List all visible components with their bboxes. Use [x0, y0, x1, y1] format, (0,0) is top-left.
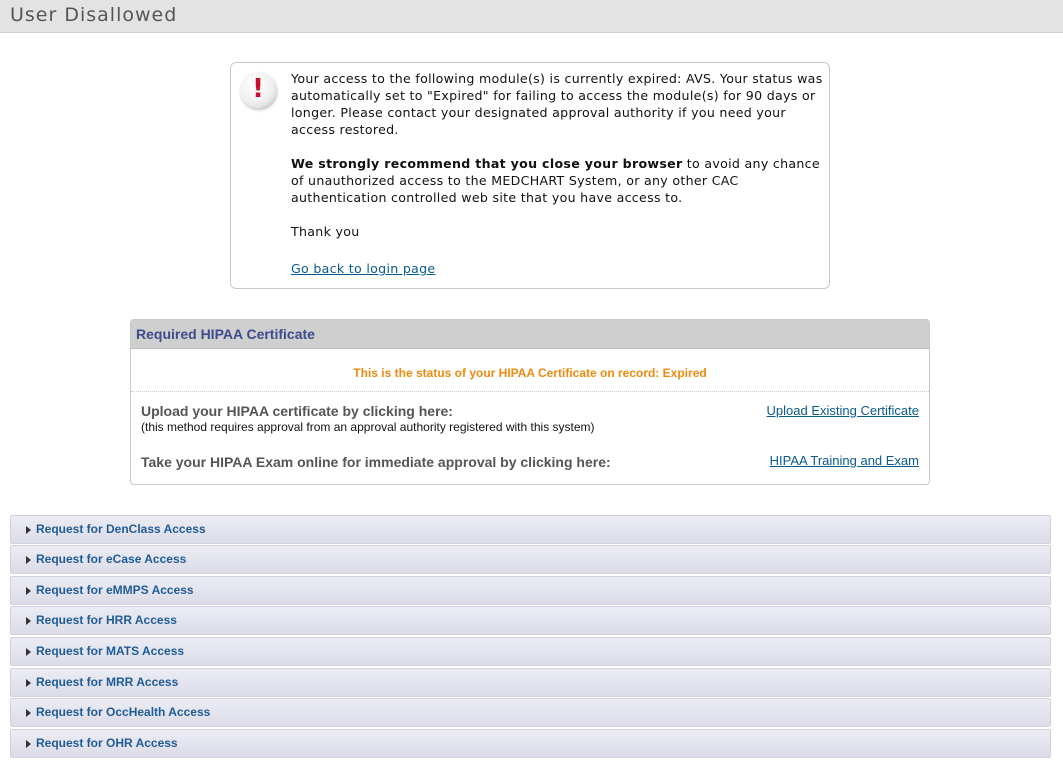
- request-label: Request for MRR Access: [36, 675, 179, 689]
- thanks-text: Thank you: [291, 224, 360, 239]
- title-bar: [0, 0, 1063, 33]
- message-text: [291, 70, 823, 277]
- hipaa-status-text: This is the status of your HIPAA Certificate on record: Expired: [353, 366, 707, 380]
- request-label: Request for OHR Access: [36, 736, 178, 750]
- request-occhealth[interactable]: [10, 698, 1051, 727]
- request-label: Request for eCase Access: [36, 552, 187, 566]
- expand-arrow-icon: [26, 617, 31, 625]
- upload-note: (this method requires approval from an approval authority registered with this system): [141, 420, 595, 434]
- upload-label: Upload your HIPAA certificate by clicking here:: [141, 403, 453, 419]
- request-label: Request for MATS Access: [36, 644, 185, 658]
- expand-arrow-icon: [26, 526, 31, 534]
- message-paragraph: Your access to the following module(s) is currently expired: AVS. Your status was automatically set to "Expired" for failing to access the module(s) for 90 days or longer. Please contact your designated approval authority if you need your access restored.: [291, 71, 823, 137]
- exam-label: Take your HIPAA Exam online for immediate approval by clicking here:: [141, 454, 611, 470]
- alert-icon: !: [240, 72, 276, 108]
- request-ecase[interactable]: [10, 545, 1051, 574]
- expand-arrow-icon: [26, 709, 31, 717]
- upload-certificate-link[interactable]: Upload Existing Certificate: [766, 403, 919, 418]
- request-label: Request for OccHealth Access: [36, 705, 211, 719]
- page-title: User Disallowed: [10, 4, 178, 26]
- request-hrr[interactable]: [10, 606, 1051, 635]
- request-denclass[interactable]: [10, 515, 1051, 544]
- expand-arrow-icon: [26, 740, 31, 748]
- request-label: Request for eMMPS Access: [36, 583, 194, 597]
- hipaa-header: [131, 320, 929, 349]
- hipaa-status: [131, 349, 929, 392]
- recommendation-paragraph: [291, 155, 823, 206]
- expand-arrow-icon: [26, 556, 31, 564]
- recommendation-rest: to avoid any chance of unauthorized access to the MEDCHART System, or any other CAC authentication controlled web site that you have access to.: [291, 156, 820, 205]
- request-label: Request for DenClass Access: [36, 522, 206, 536]
- request-mats[interactable]: [10, 637, 1051, 666]
- hipaa-header-title: Required HIPAA Certificate: [136, 326, 315, 342]
- expand-arrow-icon: [26, 679, 31, 687]
- request-emmps[interactable]: [10, 576, 1051, 605]
- request-mrr[interactable]: [10, 668, 1051, 697]
- hipaa-exam-link[interactable]: HIPAA Training and Exam: [769, 453, 919, 468]
- expand-arrow-icon: [26, 648, 31, 656]
- expand-arrow-icon: [26, 587, 31, 595]
- recommendation-bold: We strongly recommend that you close your browser: [291, 156, 683, 171]
- hipaa-panel: [130, 319, 930, 485]
- request-label: Request for HRR Access: [36, 613, 177, 627]
- request-ohr[interactable]: [10, 729, 1051, 758]
- expired-message-box: [230, 62, 830, 289]
- login-link[interactable]: Go back to login page: [291, 261, 436, 276]
